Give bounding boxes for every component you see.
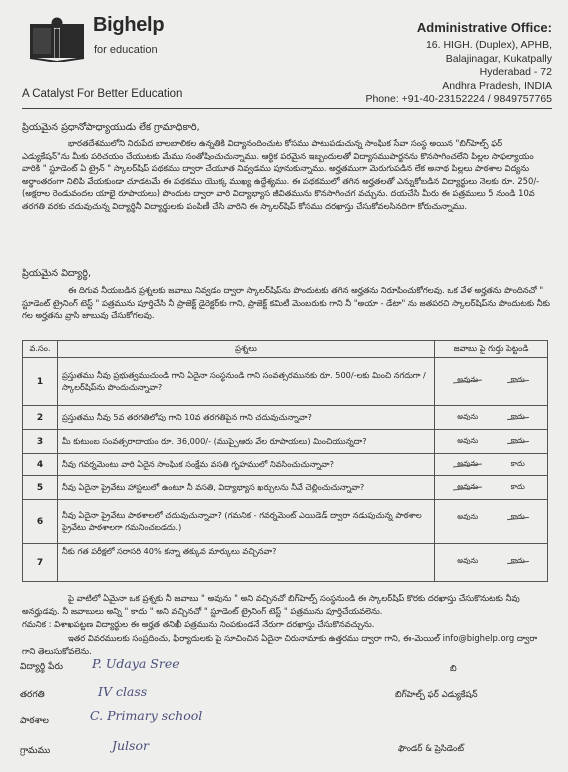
result-paragraph: పై వాటిలో ఏమైనా ఒక ప్రశ్నకు నీ జవాబు " అవును " అని వచ్చినచో బిగ్‌హెల్ప్ సంస్థనుండి ఈ స్కాలర్‌షిప్ కొరకు దరఖాస్తు చేసుకొనుటకు నీవు అనర్హుడవు. నీ జవాబులు అన్ని " కాదు " అని వచ్చినచో " స్టూడెంట్ ట్రైనింగ్ టెస్ట్ " పత్రమును పూర్తిచేయవలెను. [22, 593, 520, 616]
answer-cell[interactable] [435, 476, 548, 500]
no-option[interactable]: కాదు [510, 555, 525, 565]
school-value[interactable]: C. Primary school [90, 708, 203, 723]
column-header-answer: జవాబు పై గుర్తు పెట్టండి [435, 341, 548, 358]
address-line: Balajinagar, Kukatpally [445, 52, 552, 65]
question-text: నీవు గవర్నమెంటు వారి ఏదైన సాంఘిక సంక్షేమ వసతి గృహములో నివసించుచున్నావా? [58, 454, 435, 476]
intro-paragraph: భారతదేశములోని నిరుపేద బాలబాలికల ఉన్నతికి విద్యానందించుట కోసము పాటుపడుచున్న సాంఘిక సేవా సంస్థ అయిన "బిగ్‌హెల్ప్ ఫర్ ఎడ్యుకేషన్"ను మీకు పరిచయం చేయుటకు మేము సంతోషించుచున్నాము. ఆర్థిక పరమైన ఇబ్బందులతో విద్యాసముపార్జనను కొనసాగించలేని పిల్లల సాఫల్యాయం వారికి " స్టూడెంట్ ఏ ట్రైన్ " స్కాలర్‌షిప్ పథకము ద్వారా చేయూత నివ్వడము పూనుకున్నాము. అర్హతముగా మెరుగుపడిన లేక అనాథ పిల్లలు పాఠశాల విద్యను అర్థాంతరంగా నిలిపి వేయకుండా చూడటమే ఈ పథకము యొక్క ముఖ్య ఉద్దేశ్యము. ఈ పథకములో తగిన అర్హతలతో ఎన్నుకోబడిన విద్యార్థులు నెలకు రూ. 250/- (అక్షరాల రెండువందల యాభై రూపాయలు) పొందుట ద్వారా వారి విద్యాభ్యాస జీవితమును కొనసాగించగ వచ్చును. దయచేసి మీరు ఈ పత్రములు 5 నుండి 10వ తరగతి వరకు చదువుచున్న విద్యార్థినీ విద్యార్థులకు పంపిణీ చేసి వారిని ఈ స్కాలర్‌షిప్ కోసము దరఖాస్తు చేసుకోవలసినదిగా కోరుచున్నాము. [22, 138, 540, 211]
no-option[interactable]: కాదు [510, 374, 525, 384]
student-name-label: విద్యార్థి పేరు [20, 662, 63, 672]
header-divider [22, 108, 552, 109]
row-number: 1 [23, 358, 58, 406]
student-name-value[interactable]: P. Udaya Sree [92, 656, 180, 671]
no-option[interactable]: కాదు [510, 412, 525, 421]
column-header-questions: ప్రశ్నలు [58, 341, 435, 358]
founder-signature: ఫౌండర్ & ప్రెసిడెంట్ [398, 744, 464, 754]
book-logo-icon [28, 16, 86, 62]
office-heading: Administrative Office: [416, 20, 552, 35]
yes-option[interactable]: అవును [457, 555, 479, 565]
student-greeting: ప్రియమైన విద్యార్థి, [22, 268, 92, 279]
answer-cell[interactable] [435, 406, 548, 430]
brand-subtitle: for education [94, 44, 158, 56]
answer-cell[interactable] [435, 500, 548, 544]
table-row [23, 358, 548, 406]
table-row [23, 544, 548, 582]
column-header-number: వ.సం. [23, 341, 58, 358]
phone-line: Phone: +91-40-23152224 / 9849757765 [365, 93, 552, 106]
no-option[interactable]: కాదు [510, 512, 525, 521]
row-number: 5 [23, 476, 58, 500]
yes-option[interactable]: అవును [457, 459, 479, 468]
question-text: మీ కుటుంబ సంవత్సరాదాయం రూ. 36,000/- (ముప్పైఆరు వేల రూపాయలు) మించియున్నదా? [58, 430, 435, 454]
yes-option[interactable]: అవును [457, 512, 479, 521]
address-line: Andhra Pradesh, INDIA [442, 79, 552, 92]
address-line: Hyderabad - 72 [479, 66, 552, 79]
class-value[interactable]: IV class [98, 684, 148, 699]
question-text: ప్రస్తుతము నీవు 5వ తరగతిలోపు గాని 10వ తరగతిపైన గాని చదువుచున్నావా? [58, 406, 435, 430]
table-row [23, 454, 548, 476]
school-label: పాఠశాల [20, 716, 49, 726]
question-text: నీకు గత పరీక్షలో సరాసరి 40% కన్నా తక్కువ మార్కులు వచ్చినవా? [58, 544, 435, 582]
class-label: తరగతి [20, 690, 45, 700]
table-header-row [23, 341, 548, 358]
row-number: 7 [23, 544, 58, 582]
eligibility-table [22, 340, 548, 582]
village-value[interactable]: Julsor [112, 738, 149, 753]
answer-cell[interactable] [435, 358, 548, 406]
village-label: గ్రామము [20, 746, 51, 756]
yes-option[interactable]: అవును [457, 482, 479, 491]
organization-signature: బిగ్‌హెల్ప్ ఫర్ ఎడ్యుకేషన్ [395, 690, 478, 700]
no-option[interactable]: కాదు [510, 436, 525, 445]
tagline: A Catalyst For Better Education [22, 88, 183, 100]
table-row [23, 430, 548, 454]
question-text: నీవు ఏదైనా ప్రైవేటు హాస్టలులో ఉంటూ నీ వసతి, విద్యాభ్యాస ఖర్చులను నీవే చెల్లించుచున్నావా? [58, 476, 435, 500]
answer-cell[interactable] [435, 544, 548, 582]
row-number: 2 [23, 406, 58, 430]
question-text: నీవు ఏదైనా ప్రైవేటు పాఠశాలలో చదువుచున్నావా? (గమనిక - గవర్నమెంట్ ఎయిడెడ్ ద్వారా నడుపుచున్న పాఠశాల ప్రైవేటు పాఠశాలగా గమనించబడదు.) [58, 500, 435, 544]
table-row [23, 406, 548, 430]
greeting: ప్రియమైన ప్రధానోపాధ్యాయుడు లేక గ్రామాధికారి, [22, 122, 200, 133]
row-number: 3 [23, 430, 58, 454]
yes-option[interactable]: అవును [457, 436, 479, 445]
address-line: 16. HIGH. (Duplex), APHB, [425, 39, 552, 51]
contact-paragraph: ఇతర వివరములకు సంప్రదించు, ఫిర్యాదులకు పై సూచించిన ఏదైనా చిరునామాకు ఉత్తరము ద్వారా గాని, ఈ-మెయిల్ info@bighelp.org ద్వారా గాని తెలుసుకోవలెను. [22, 633, 538, 656]
instructions-paragraph: ఈ దిగువ నీయబడిన ప్రశ్నలకు జవాబు నివ్వడం ద్వారా స్కాలర్‌షిప్‌ను పొందుటకు తగిన అర్హతను నిరూపించుకోగలవు. ఒక వేళ అర్హతను పొందినచో " స్టూడెంట్ ట్రైనింగ్ టెస్ట్ " పత్రమును పూర్తిచేసి నీ ప్రాజెక్ట్ డైరెక్టర్‌కు గాని, ప్రాజెక్ట్ కమిటీ మెంబరుకు గాని నీ "అయా - డేటా" ను జతపరచి స్కాలర్‌షిప్‌ను పొందుటకు నీకు గల అర్హతను వ్రాసి జాబువు చేసుకోగలవు. [22, 285, 550, 321]
row-number: 6 [23, 500, 58, 544]
table-row [23, 500, 548, 544]
answer-cell[interactable] [435, 430, 548, 454]
no-option[interactable]: కాదు [510, 459, 525, 468]
no-option[interactable]: కాదు [510, 482, 525, 491]
answer-cell[interactable] [435, 454, 548, 476]
brand-name: Bighelp [93, 14, 165, 36]
yes-option[interactable]: అవును [457, 412, 479, 421]
yes-option[interactable]: అవును [457, 374, 479, 384]
signature-mark: బి [450, 664, 457, 674]
note-paragraph: గమనిక : విశాఖపట్టణ విద్యార్థుల ఈ అర్హత తనిఖీ పత్రమును నింపకుండనే నేరుగా దరఖాస్తు చేసుకొనవచ్చును. [22, 619, 375, 629]
question-text: ప్రస్తుతము నీవు ప్రభుత్వముచుండి గాని ఏదైనా సంస్థనుండి గాని సంవత్సరమునకు రూ. 500/-లకు మించి నగదుగా / స్కాలర్‌షిప్‌ను పొందుచున్నావా? [58, 358, 435, 406]
table-row [23, 476, 548, 500]
office-address-block [365, 20, 552, 107]
row-number: 4 [23, 454, 58, 476]
